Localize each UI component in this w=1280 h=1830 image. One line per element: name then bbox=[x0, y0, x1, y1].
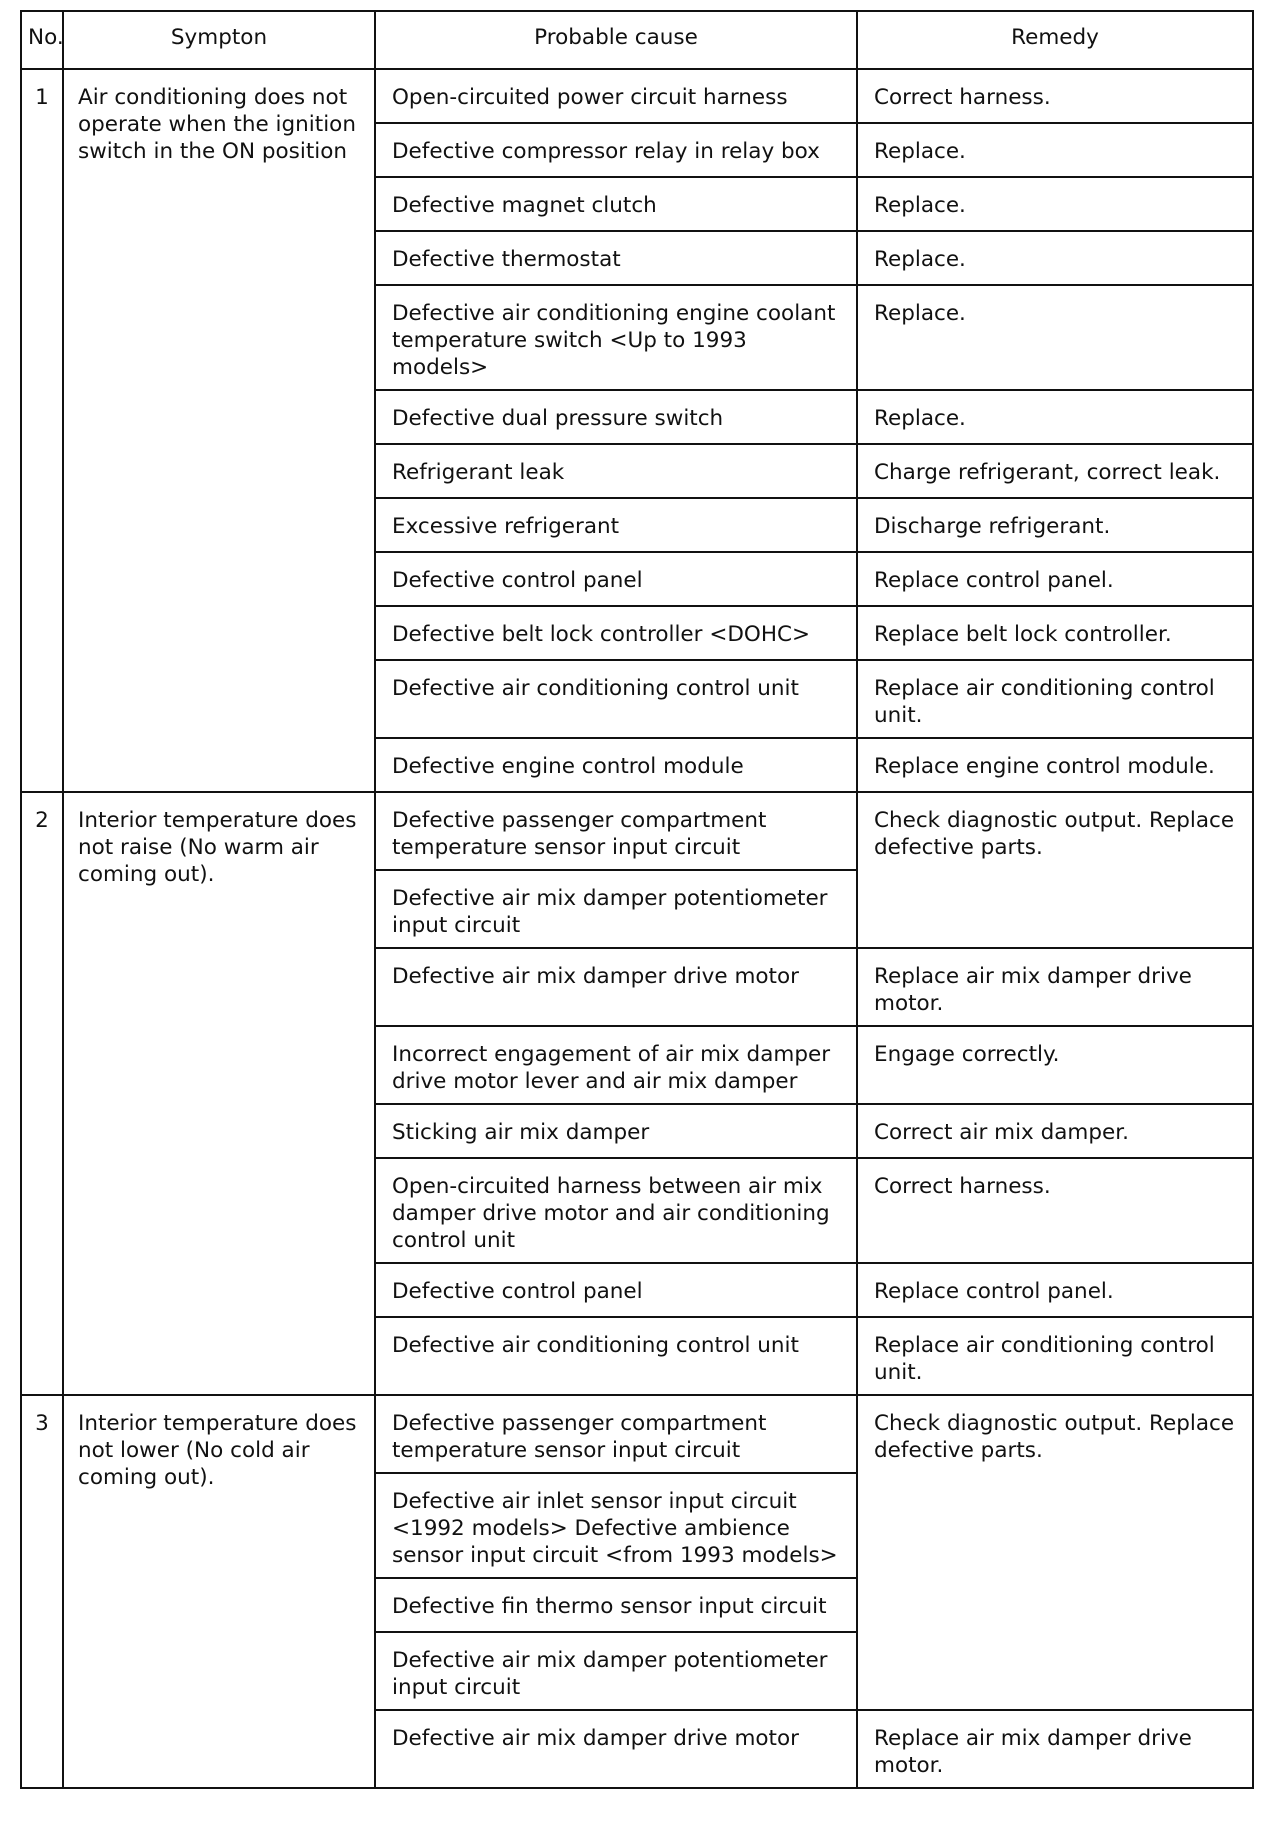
probable-cause: Defective magnet clutch bbox=[375, 177, 857, 231]
remedy: Replace air conditioning control unit. bbox=[857, 1317, 1253, 1395]
probable-cause: Defective thermostat bbox=[375, 231, 857, 285]
table-row bbox=[21, 69, 1253, 123]
remedy: Replace belt lock controller. bbox=[857, 606, 1253, 660]
probable-cause: Defective air mix damper drive motor bbox=[375, 948, 857, 1026]
probable-cause: Defective control panel bbox=[375, 552, 857, 606]
header-symptom: Sympton bbox=[63, 11, 375, 69]
probable-cause: Defective air mix damper drive motor bbox=[375, 1710, 857, 1788]
probable-cause: Defective compressor relay in relay box bbox=[375, 123, 857, 177]
probable-cause: Defective passenger compartment temperature sensor input circuit bbox=[375, 1395, 857, 1473]
table-body bbox=[21, 69, 1253, 1788]
remedy: Engage correctly. bbox=[857, 1026, 1253, 1104]
symptom-text: Interior temperature does not lower (No cold air coming out). bbox=[63, 1395, 375, 1788]
table-row bbox=[21, 1395, 1253, 1473]
header-row bbox=[21, 11, 1253, 69]
remedy: Replace air mix damper drive motor. bbox=[857, 1710, 1253, 1788]
probable-cause: Defective engine control module bbox=[375, 738, 857, 792]
header-remedy: Remedy bbox=[857, 11, 1253, 69]
probable-cause: Defective dual pressure switch bbox=[375, 390, 857, 444]
probable-cause: Excessive refrigerant bbox=[375, 498, 857, 552]
symptom-text: Air conditioning does not operate when the ignition switch in the ON position bbox=[63, 69, 375, 792]
remedy: Replace. bbox=[857, 123, 1253, 177]
remedy: Replace control panel. bbox=[857, 552, 1253, 606]
probable-cause: Defective air conditioning control unit bbox=[375, 660, 857, 738]
probable-cause: Defective air mix damper potentiometer input circuit bbox=[375, 870, 857, 948]
header-no: No. bbox=[21, 11, 63, 69]
symptom-number: 3 bbox=[21, 1395, 63, 1788]
probable-cause: Incorrect engagement of air mix damper drive motor lever and air mix damper bbox=[375, 1026, 857, 1104]
remedy: Replace. bbox=[857, 390, 1253, 444]
probable-cause: Defective air conditioning engine coolant temperature switch <Up to 1993 models> bbox=[375, 285, 857, 390]
probable-cause: Defective fin thermo sensor input circuit bbox=[375, 1578, 857, 1632]
probable-cause: Open-circuited power circuit harness bbox=[375, 69, 857, 123]
probable-cause: Defective belt lock controller <DOHC> bbox=[375, 606, 857, 660]
remedy: Replace engine control module. bbox=[857, 738, 1253, 792]
remedy: Replace air conditioning control unit. bbox=[857, 660, 1253, 738]
symptom-text: Interior temperature does not raise (No warm air coming out). bbox=[63, 792, 375, 1395]
troubleshooting-table bbox=[20, 10, 1254, 1789]
symptom-number: 1 bbox=[21, 69, 63, 792]
remedy: Replace air mix damper drive motor. bbox=[857, 948, 1253, 1026]
remedy: Charge refrigerant, correct leak. bbox=[857, 444, 1253, 498]
remedy: Check diagnostic output. Replace defective parts. bbox=[857, 1395, 1253, 1710]
probable-cause: Defective air mix damper potentiometer input circuit bbox=[375, 1632, 857, 1710]
remedy: Correct air mix damper. bbox=[857, 1104, 1253, 1158]
troubleshooting-document bbox=[20, 10, 1252, 1789]
remedy: Discharge refrigerant. bbox=[857, 498, 1253, 552]
probable-cause: Defective control panel bbox=[375, 1263, 857, 1317]
probable-cause: Refrigerant leak bbox=[375, 444, 857, 498]
symptom-number: 2 bbox=[21, 792, 63, 1395]
probable-cause: Defective passenger compartment temperature sensor input circuit bbox=[375, 792, 857, 870]
table-row bbox=[21, 792, 1253, 870]
remedy: Correct harness. bbox=[857, 1158, 1253, 1263]
header-cause: Probable cause bbox=[375, 11, 857, 69]
remedy: Replace. bbox=[857, 177, 1253, 231]
remedy: Replace control panel. bbox=[857, 1263, 1253, 1317]
probable-cause: Sticking air mix damper bbox=[375, 1104, 857, 1158]
probable-cause: Defective air conditioning control unit bbox=[375, 1317, 857, 1395]
remedy: Replace. bbox=[857, 285, 1253, 390]
remedy: Replace. bbox=[857, 231, 1253, 285]
remedy: Check diagnostic output. Replace defective parts. bbox=[857, 792, 1253, 948]
probable-cause: Defective air inlet sensor input circuit <1992 models> Defective ambience sensor input circuit <from 1993 models> bbox=[375, 1473, 857, 1578]
probable-cause: Open-circuited harness between air mix damper drive motor and air conditioning control unit bbox=[375, 1158, 857, 1263]
remedy: Correct harness. bbox=[857, 69, 1253, 123]
